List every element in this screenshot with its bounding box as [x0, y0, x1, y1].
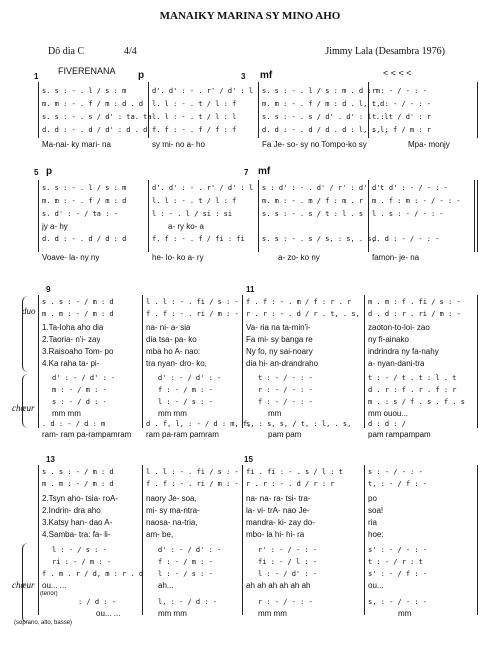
choir-row: d' : - / d' : - d' : - / d' : - t : - / - : - t : - / t . t : l . t [52, 374, 457, 382]
composer: Jimmy Lala (Desambra 1976) [325, 46, 445, 57]
measure-number: 3 [241, 72, 246, 81]
choir-syllables: ou... ... ah... ah ah ah ah ah ah ou... [42, 581, 384, 590]
verse-row: 3.Raisoaho Tom- po mba ho A- nao: Ny fo, ny sai-noary indrindra ny fa-nahy [42, 347, 439, 356]
staff-row: d. d : - . d / d : d f. f : - . f / fi : fi s. s : - . s / s, : s, . s, d. d : - / - : - [42, 235, 440, 243]
dynamic-marking: p [138, 70, 145, 81]
measure-number: 15 [244, 455, 253, 464]
section-label: FIVERENANA [58, 66, 116, 76]
choir-syllables: ou... ... mm mm mm mm mm [96, 609, 412, 618]
system-3 [12, 285, 478, 440]
measure-number: 7 [244, 168, 249, 177]
choeur-label: chœur [12, 580, 35, 590]
choir-row: . d : - / d : m d . f, l, : - / d : m, f, s, : s, s, / t, : l, . s, d : d : / [42, 420, 406, 428]
verse-row: 4.Samba- tra: fa- li- am- be, mbo- la hi- hi- ra hoe: [42, 530, 384, 539]
choir-brace [22, 374, 33, 428]
staff-row: s. s : - . l / s : m d'. d' : - . r' / d' : l s. s : - . l / s : m . d : m r : - / - : - [42, 87, 427, 95]
choir-row: m : - / m : - f : - / m : - r : - / - : - d . r : f . r . f : r [52, 386, 457, 394]
verse-row: 2.Tsyn aho- tsia- roA- naory Je- soa, na- na- ra- tsi- tra- po [42, 494, 377, 503]
choir-row: s : - / d : - l : - / s : - f : - / - : - m . : s / f . s . f . s [52, 398, 465, 406]
staff-row: s. s : - . l / s : m d'. d' : - . r' / d' : l s : d' : - . d' / r' : d' . t d'. d' : - / - : - [42, 184, 448, 192]
duo-brace [22, 296, 33, 372]
system-1 [34, 66, 478, 152]
voice-footnote: (soprano, alto, basse) [14, 620, 73, 626]
verse-row: 2.Taoria- n'i- zay dia tsa- pa- ko Fa mi- sy banga re ny fi-ainako [42, 335, 409, 344]
measure-number: 1 [34, 72, 39, 81]
choeur-label: chœur [12, 403, 35, 413]
verse-row: 4.Ka raha ta- pi- tra nyan- dro- ko, dia hi- an-drandraho a- nyan-dani-tra [42, 359, 425, 368]
choir-row: ri : - / m : - f : - / m : - fi : - / l : - t : - / r : t [52, 558, 423, 566]
staff-row: s. s : - . s / d' : ta. ta l. l : - . t / l : l s. s : - . s / d' . d' : l . l t : t / d' : r [42, 113, 432, 121]
measure-number: 11 [246, 285, 255, 294]
key-signature: Dô dia C [48, 46, 85, 57]
dynamic-marking: mf [258, 166, 271, 177]
duo-label: duo [22, 306, 36, 316]
lyrics-row: Ma-nai- ky mari- na sy mi- no a- ho Fa Je- so- sy no Tompo-ko sy Mpa- monjy [42, 140, 450, 149]
choir-row: l : - / s : - d' : - / d' : - r' : - / - : - s' : - / - : - [52, 546, 428, 554]
tenor-label: (tenor) [40, 591, 58, 597]
choir-syllables: mm mm mm mm mm mm ouou... [52, 409, 409, 418]
choir-row: : / d : - l, : - / d : - r : - / - : - s, : - / - : - [78, 598, 428, 606]
staff-row: s . s : - / m : d l . l : - . fi / s : - fi . fi : - . s / l : t s : - / - : - [42, 468, 423, 476]
choir-row: f . m . r / d, m : r . d l : - / s : - l : - / d' : - s' : - / f : - [42, 570, 428, 578]
dynamic-marking: p [46, 166, 53, 177]
verse-row: 3.Katsy han- dao A- naosa- na-tria, mandra- ki- zay do- ria [42, 518, 377, 527]
page-title: MANAIKY MARINA SY MINO AHO [159, 10, 341, 22]
measure-number: 5 [34, 168, 39, 177]
staff-row: d. d : - . d / d' : d . d f. f : - . f / f : f d. d : - . d / d . d : l, . l, s, : f / m : r [42, 126, 432, 134]
choir-syllables: ram- ram pa-rampamram ram pa-ram pamram pam pam pam rampampam [42, 430, 431, 439]
staff-row: m . m : - / m : d f . f : - . ri / m : - r . r : - . d / r : r t, : - / f : - [42, 480, 428, 488]
measure-number: 9 [46, 285, 51, 294]
dynamic-marking: mf [260, 70, 273, 81]
lyrics-row: Voave- la- ny ny he- lo- ko a- ry a- zo- ko ny famon- je- na [42, 253, 420, 262]
crescendo-marking: < < < < [383, 68, 412, 78]
verse-row: 1.Ta-loha aho dia na- ni- a- sia Va- ria na ta-min'i- zaoton-to-loi- zao [42, 323, 430, 332]
system-2 [34, 166, 478, 268]
staff-row: s . s : - / m : d l . l : - . fi / s : - f . f : - . m / f : r . r m . m : f . fi / s : - [42, 298, 461, 306]
staff-row: m. m : - . f / m : d . d l. l : - . t / l : f m. m : - . f / m : d . l, . d t, : - / - : - [42, 100, 432, 108]
staff-row: s. d' : - / ta : - l : - . l / si : si s. s : - . s / t : l . s l . s : - / - : - [42, 210, 444, 218]
staff-row: m. m : - . f / m : d l. l : - . t / l : f m. m : - . m / f : m . r m . f : m : - / - : - [42, 197, 461, 205]
choir-brace [22, 543, 33, 623]
measure-number: 13 [46, 455, 55, 464]
verse-row: 2.Indrin- dra aho mi- sy ma-ntra- la- vi- trA- nao Je- soa! [42, 506, 384, 515]
staff-row: m . m : - / m : d f . f : - . ri / m : - r . r : - . d / r . t, . s, d . d : r . ri / m : - [42, 310, 461, 318]
time-signature: 4/4 [124, 46, 137, 57]
lyrics-row: jy a- hy a- ry ko- a [42, 222, 205, 231]
